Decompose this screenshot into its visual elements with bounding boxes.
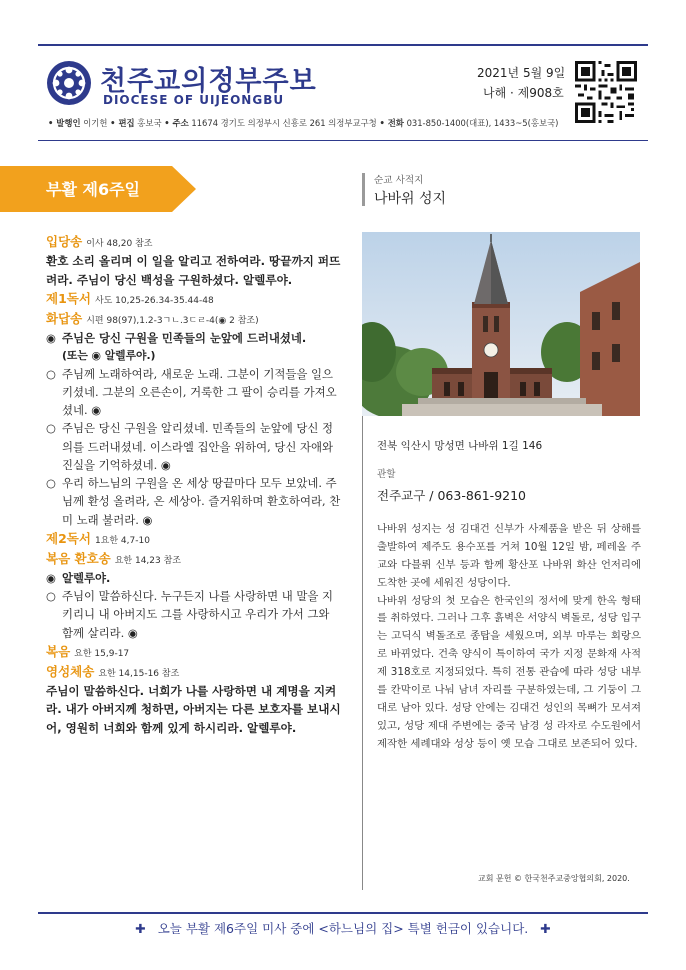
psalm-verse: 우리 하느님의 구원을 온 세상 땅끝마다 모두 보았네. 주님께 환성 올려라, 온 세상아. 즐거워하며 환호하여라, 찬미 노래 불러라. ◉ [62,476,341,527]
response-icon: ◉ [46,331,56,346]
verse-icon: ○ [46,366,56,381]
verse-icon: ○ [46,589,56,604]
verse-icon: ○ [46,476,56,491]
first-reading-heading: 제1독서 [46,291,91,307]
response-icon: ◉ [46,570,56,585]
address-value: 11674 경기도 의정부시 신흥로 261 의정부교구청 [191,118,377,128]
masthead-title: 천주교의정부주보 [100,66,317,97]
top-rule [38,44,648,46]
gospel-heading: 복음 [46,643,71,659]
editor-value: 홍보국 [137,118,162,128]
second-reading-ref: 1요한 4,7-10 [94,535,150,546]
description-paragraph: 나바위 성지는 성 김대건 신부가 사제품을 받은 뒤 상해를 출발하여 제주도 용수포를 거쳐 10월 12일 밤, 페레올 주교와 다블뤼 신부 등과 함께 황산포 나바위 화산 언저리에 도착한 곳에 세워진 성당이다. [377,523,641,589]
publisher-value: 이기헌 [83,118,108,128]
church-photo [362,232,640,416]
pilgrimage-label: 순교 사적지 [374,175,424,186]
psalm-alt-response: (또는 ◉ 알렐루야.) [62,349,156,363]
gospel-acclamation-ref: 요한 14,23 참조 [114,555,181,566]
alleluia-text: 알렐루야. [62,570,111,585]
first-reading-ref: 사도 10,25-26.34-35.44-48 [94,296,214,307]
psalm-response: 주님은 당신 구원을 민족들의 눈앞에 드러내셨네. [62,331,307,346]
inquiry-contact: 전주교구 / 063-861-9210 [377,488,527,503]
communion-heading: 영성체송 [46,663,95,679]
psalm-verse: 주님은 당신 구원을 알리셨네. 민족들의 눈앞에 당신 정의를 드러내셨네. 이스라엘 집안을 위하여, 당신 자애와 진실을 기억하셨네. ◉ [62,421,334,472]
footer-divider [38,912,648,914]
psalm-ref: 시편 98(97),1.2-3ㄱㄴ.3ㄷㄹ-4(◉ 2 참조) [86,316,259,327]
communion-text: 주님이 말씀하신다. 너희가 나를 사랑하면 내 계명을 지켜라. 내가 아버지께 청하면, 아버지는 다른 보호자를 보내시어, 영원히 너희와 함께 있게 하시리라. 알렐루야. [46,683,341,735]
source-credit: 교회 문헌 © 한국천주교중앙협의회, 2020. [478,874,630,883]
psalm-heading: 화답송 [46,311,83,327]
gospel-acclamation-verse: 주님이 말씀하신다. 누구든지 나를 사랑하면 내 말을 지키리니 내 아버지도 그를 사랑하시고 우리가 가서 그와 함께 살리라. ◉ [62,589,334,640]
masthead-subtitle: DIOCESE OF UIJEONGBU [103,93,285,107]
header-divider [38,140,648,141]
entrance-heading: 입당송 [46,234,83,249]
qr-code-icon[interactable] [575,61,637,123]
publisher-label: • 발행인 [48,118,81,128]
footer-text: 오늘 부활 제6주일 미사 중에 <하느님의 집> 특별 헌금이 있습니다. [157,921,529,936]
cross-icon: ✚ [540,921,551,936]
pilgrimage-title: 나바위 성지 [374,191,447,207]
readings-column [46,232,342,738]
editor-label: • 편집 [110,118,135,128]
phone-value: 031-850-1400(대표), 1433~5(홍보국) [406,118,559,128]
gospel-ref: 요한 15,9-17 [74,648,130,659]
verse-icon: ○ [46,421,56,436]
second-reading-heading: 제2독서 [46,530,91,546]
issue-number: 나해 · 제908호 [483,86,564,100]
phone-label: • 전화 [379,118,404,128]
column-divider [362,416,363,890]
pilgrimage-description [377,521,641,754]
cross-icon: ✚ [135,921,146,936]
footer-notice [0,919,686,937]
diocese-logo-icon [46,60,92,106]
entrance-text: 환호 소리 올리며 이 일을 알리고 전하여라. 땅끝까지 퍼뜨려라. 주님이 당신 백성을 구원하셨다. 알렐루야. [46,254,341,287]
gospel-acclamation-heading: 복음 환호송 [46,550,111,566]
psalm-verse: 주님께 노래하여라, 새로운 노래. 그분이 기적들을 일으키셨네. 그분의 오른손이, 거룩한 그 팔이 승리를 가져오셨네. ◉ [62,366,337,418]
publisher-info [48,117,558,129]
description-paragraph: 나바위 성당의 첫 모습은 한국인의 정서에 맞게 한옥 형태를 취하였다. 그러나 그후 흙벽은 서양식 벽돌로, 성당 입구는 고딕식 벽돌조로 종탑을 세웠으며, 외부 마루는 회랑으로 바뀌었다. 건축 양식이 특이하여 국가 지정 문화재 사적 제 318호로 지정되었다. 특히 전통 관습에 따라 성당 내부를 칸막이로 나눠 남녀 자리를 구분하였는데, 그 기둥이 그대로 남아 있다. 성당 안에는 김대건 성인의 목뼈가 모셔져 있고, 성당 제대 주변에는 중국 남경 성 라자로 수도원에서 제작한 세례대와 성상 등이 옛 모습 그대로 보존되어 있다. [377,594,641,750]
communion-ref: 요한 14,15-16 참조 [98,668,180,679]
address-label: • 주소 [164,118,189,128]
section-marker [362,173,365,206]
sunday-title: 부활 제6주일 [46,180,140,199]
pilgrimage-address: 전북 익산시 망성면 나바위 1길 146 [377,440,543,452]
entrance-ref: 이사 48,20 참조 [86,239,153,249]
issue-date: 2021년 5월 9일 [477,66,566,80]
inquiry-label: 관할 [377,469,396,480]
